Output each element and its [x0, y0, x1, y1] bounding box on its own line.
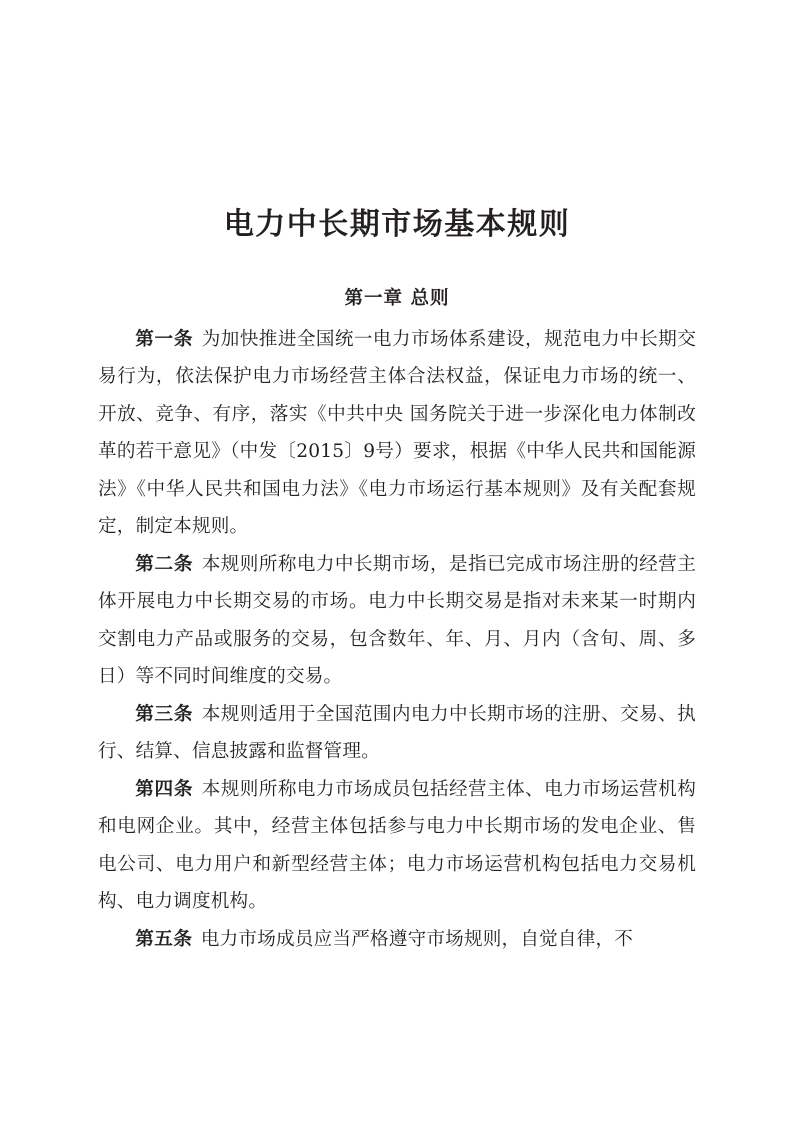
article-label: 第一条: [135, 328, 194, 350]
article-paragraph: [98, 771, 696, 921]
article-paragraph: [98, 921, 696, 959]
article-paragraph: [98, 546, 696, 696]
article-label: 第四条: [135, 778, 194, 800]
article-text: 本规则所称电力中长期市场，是指已完成市场注册的经营主体开展电力中长期交易的市场。电力中长期交易是指对未来某一时期内交割电力产品或服务的交易，包含数年、年、月、月内（含旬、周、多日）等不同时间维度的交易。: [98, 553, 696, 688]
article-paragraph: [98, 696, 696, 771]
article-label: 第三条: [135, 703, 194, 725]
document-body: [98, 312, 696, 959]
article-text: 本规则适用于全国范围内电力中长期市场的注册、交易、执行、结算、信息披露和监督管理。: [98, 703, 696, 763]
article-label: 第五条: [135, 928, 193, 950]
article-text: 本规则所称电力市场成员包括经营主体、电力市场运营机构和电网企业。其中，经营主体包括参与电力中长期市场的发电企业、售电公司、电力用户和新型经营主体；电力市场运营机构包括电力交易机构、电力调度机构。: [98, 778, 696, 913]
article-label: 第二条: [135, 553, 194, 575]
page-title: 电力中长期市场基本规则: [223, 207, 571, 242]
article-text: 为加快推进全国统一电力市场体系建设，规范电力中长期交易行为，依法保护电力市场经营主体合法权益，保证电力市场的统一、开放、竞争、有序，落实《中共中央 国务院关于进一步深化电力体制改革的若干意见》（中发〔2015〕9号）要求，根据《中华人民共和国能源法》《中华人民共和国电力法》《电力市场运行基本规则》及有关配套规定，制定本规则。: [98, 328, 696, 538]
article-text: 电力市场成员应当严格遵守市场规则，自觉自律，不: [200, 928, 634, 950]
chapter-heading: 第一章 总则: [344, 288, 450, 309]
article-paragraph: [98, 321, 696, 546]
